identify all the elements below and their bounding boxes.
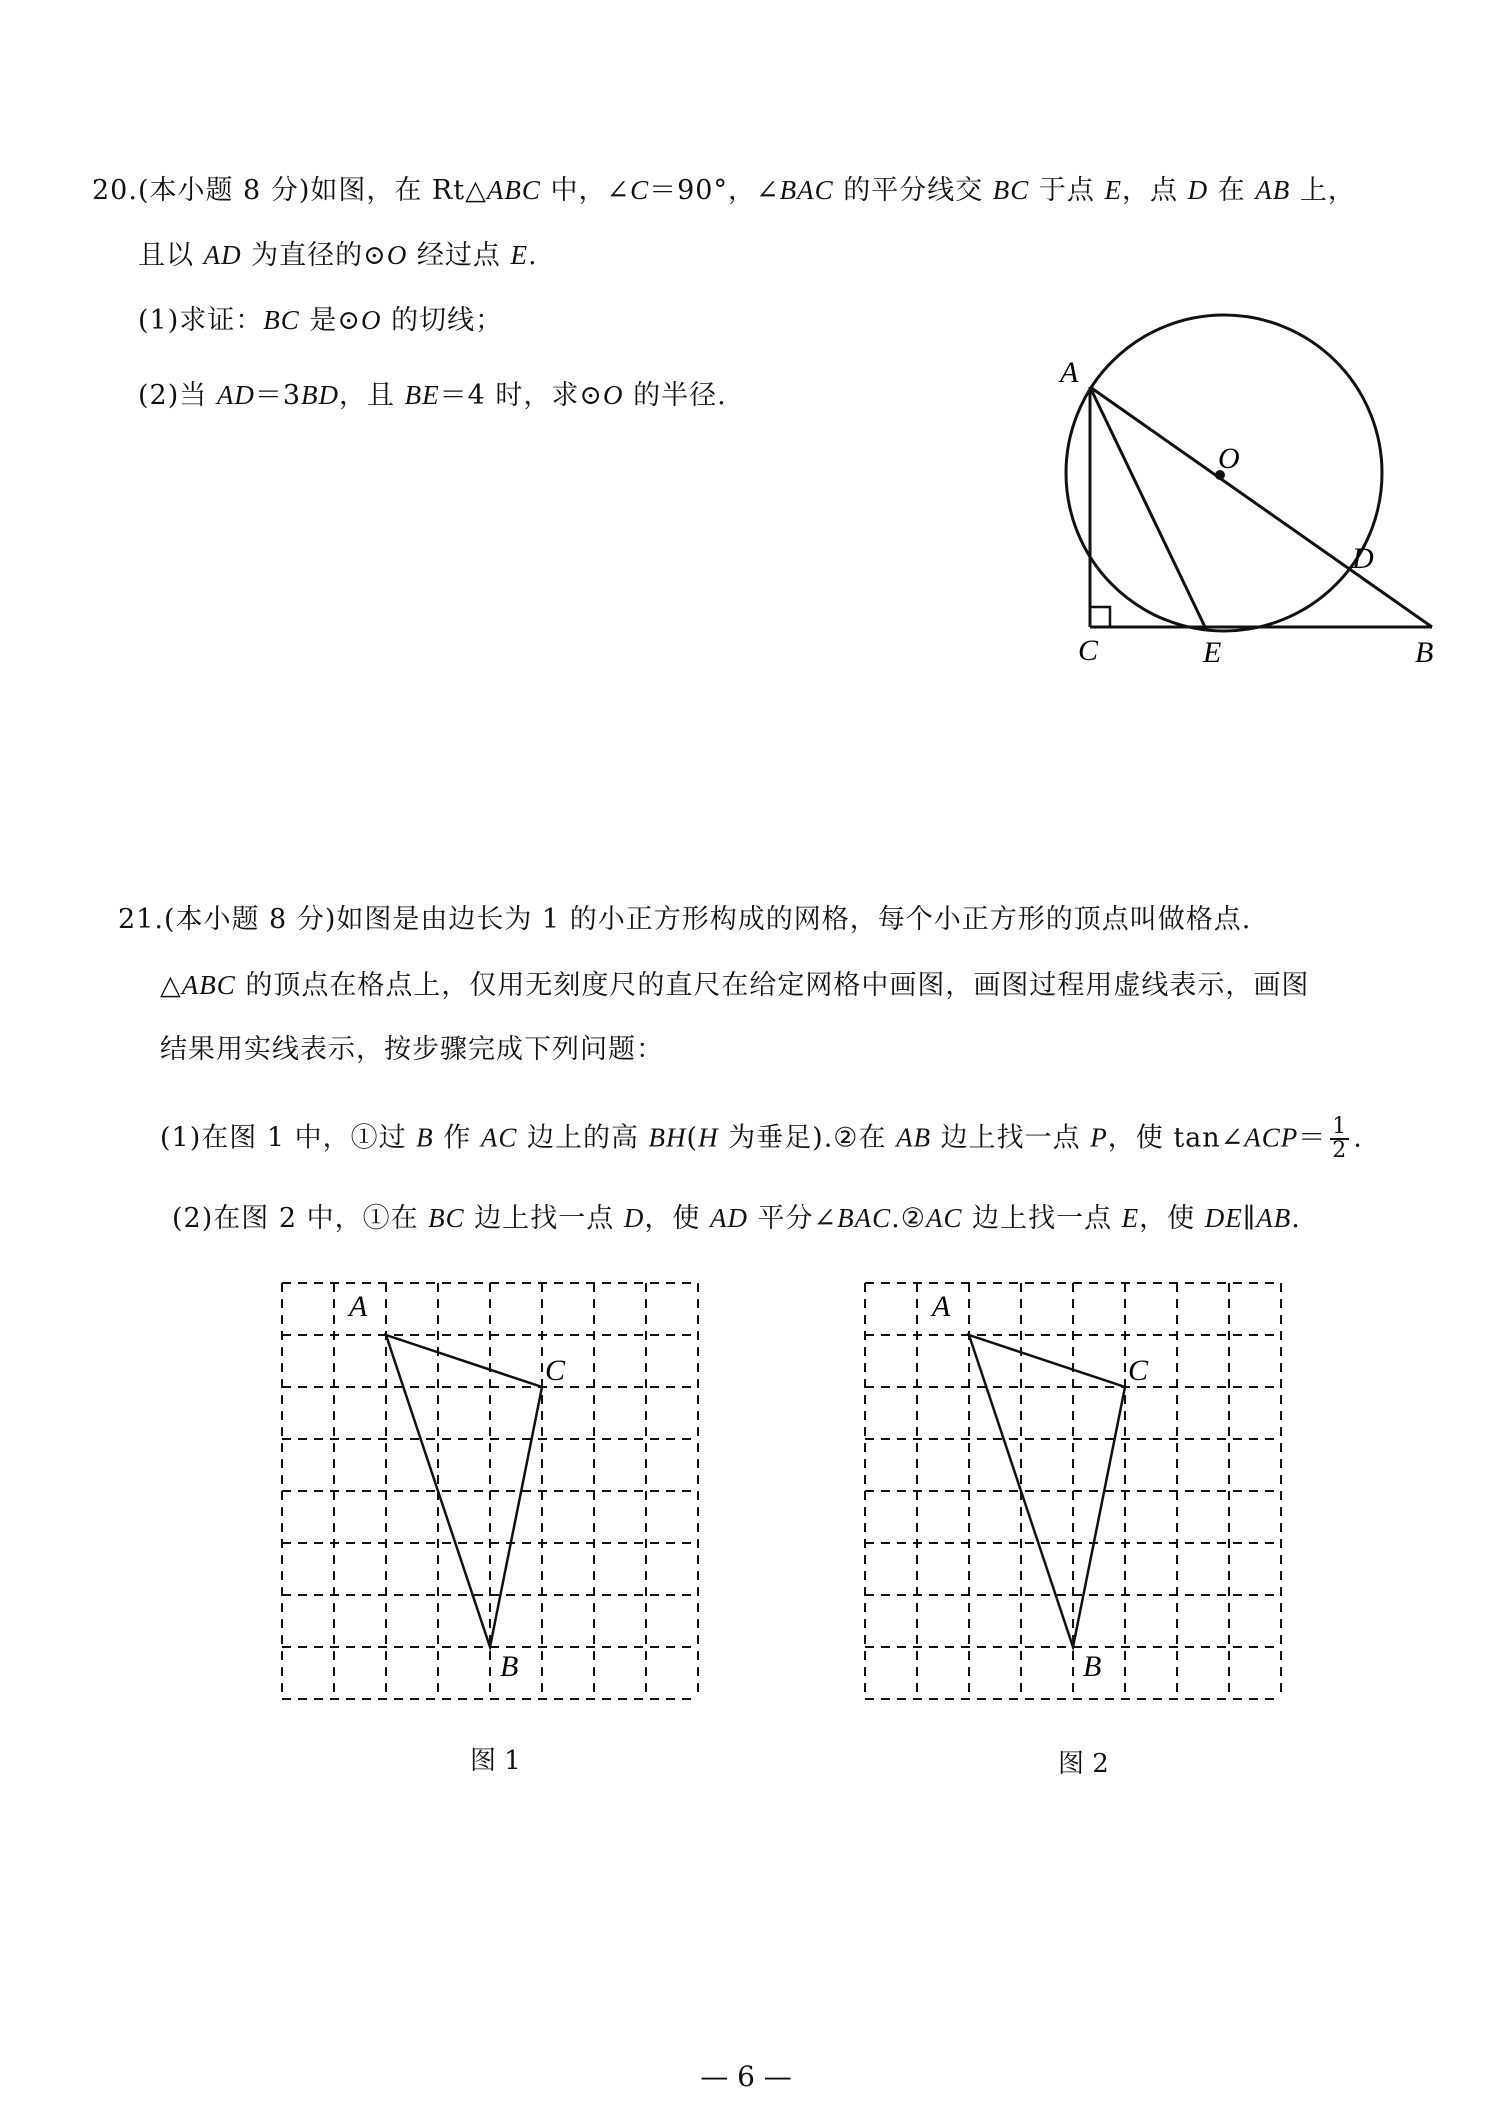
label-b: B: [1415, 636, 1434, 669]
figure-2-caption: 图 2: [1058, 1749, 1109, 1779]
segment-ae: [1090, 387, 1205, 627]
page-number: — 6 —: [700, 2060, 792, 2093]
q20-line2: 且以 AD 为直径的⊙O 经过点 E.: [138, 240, 538, 271]
label-e: E: [1203, 636, 1222, 669]
figure-1-caption: 图 1: [470, 1746, 521, 1776]
q21-line3: 结果用实线表示，按步骤完成下列问题：: [160, 1034, 664, 1065]
label-c: C: [1128, 1354, 1149, 1387]
grid-lines: [865, 1283, 1281, 1699]
label-c: C: [1078, 634, 1099, 667]
label-a: A: [932, 1290, 951, 1323]
q21-step2: (2)在图 2 中，①在 BC 边上找一点 D，使 AD 平分∠BAC.②AC 边上找一点 E，使 DE∥AB.: [172, 1203, 1301, 1234]
figure-2-grid: [856, 1274, 1290, 1708]
q20-part2: (2)当 AD＝3BD，且 BE＝4 时，求⊙O 的半径.: [138, 380, 727, 411]
label-a: A: [1060, 356, 1079, 389]
label-c: C: [545, 1354, 566, 1387]
q21-line1: 21.(本小题 8 分)如图是由边长为 1 的小正方形构成的网格，每个小正方形的顶点叫做格点.: [118, 904, 1252, 935]
right-angle-mark: [1090, 607, 1110, 627]
q20-line1: 20.(本小题 8 分)如图，在 Rt△ABC 中，∠C＝90°，∠BAC 的平分线交 BC 于点 E，点 D 在 AB 上，: [92, 175, 1356, 206]
fraction-one-half: $\frac{1}{2}$: [1332, 1114, 1348, 1163]
q21-step1: (1)在图 1 中，①过 B 作 AC 边上的高 BH(H 为垂足).②在 AB 边上找一点 P，使 tan∠ACP＝ $\frac{1}{2}$ .: [160, 1114, 1363, 1163]
figure-1-grid: [273, 1274, 707, 1708]
label-d: D: [1352, 542, 1374, 575]
grid-lines: [282, 1283, 698, 1699]
q21-line2: △ABC 的顶点在格点上，仅用无刻度尺的直尺在给定网格中画图，画图过程用虚线表示，画图: [160, 970, 1310, 1001]
label-a: A: [349, 1290, 368, 1323]
q20-part1: (1)求证：BC 是⊙O 的切线；: [138, 305, 504, 336]
label-b: B: [500, 1650, 519, 1683]
label-o: O: [1218, 442, 1240, 475]
segment-ab: [1090, 387, 1432, 627]
label-b: B: [1083, 1650, 1102, 1683]
